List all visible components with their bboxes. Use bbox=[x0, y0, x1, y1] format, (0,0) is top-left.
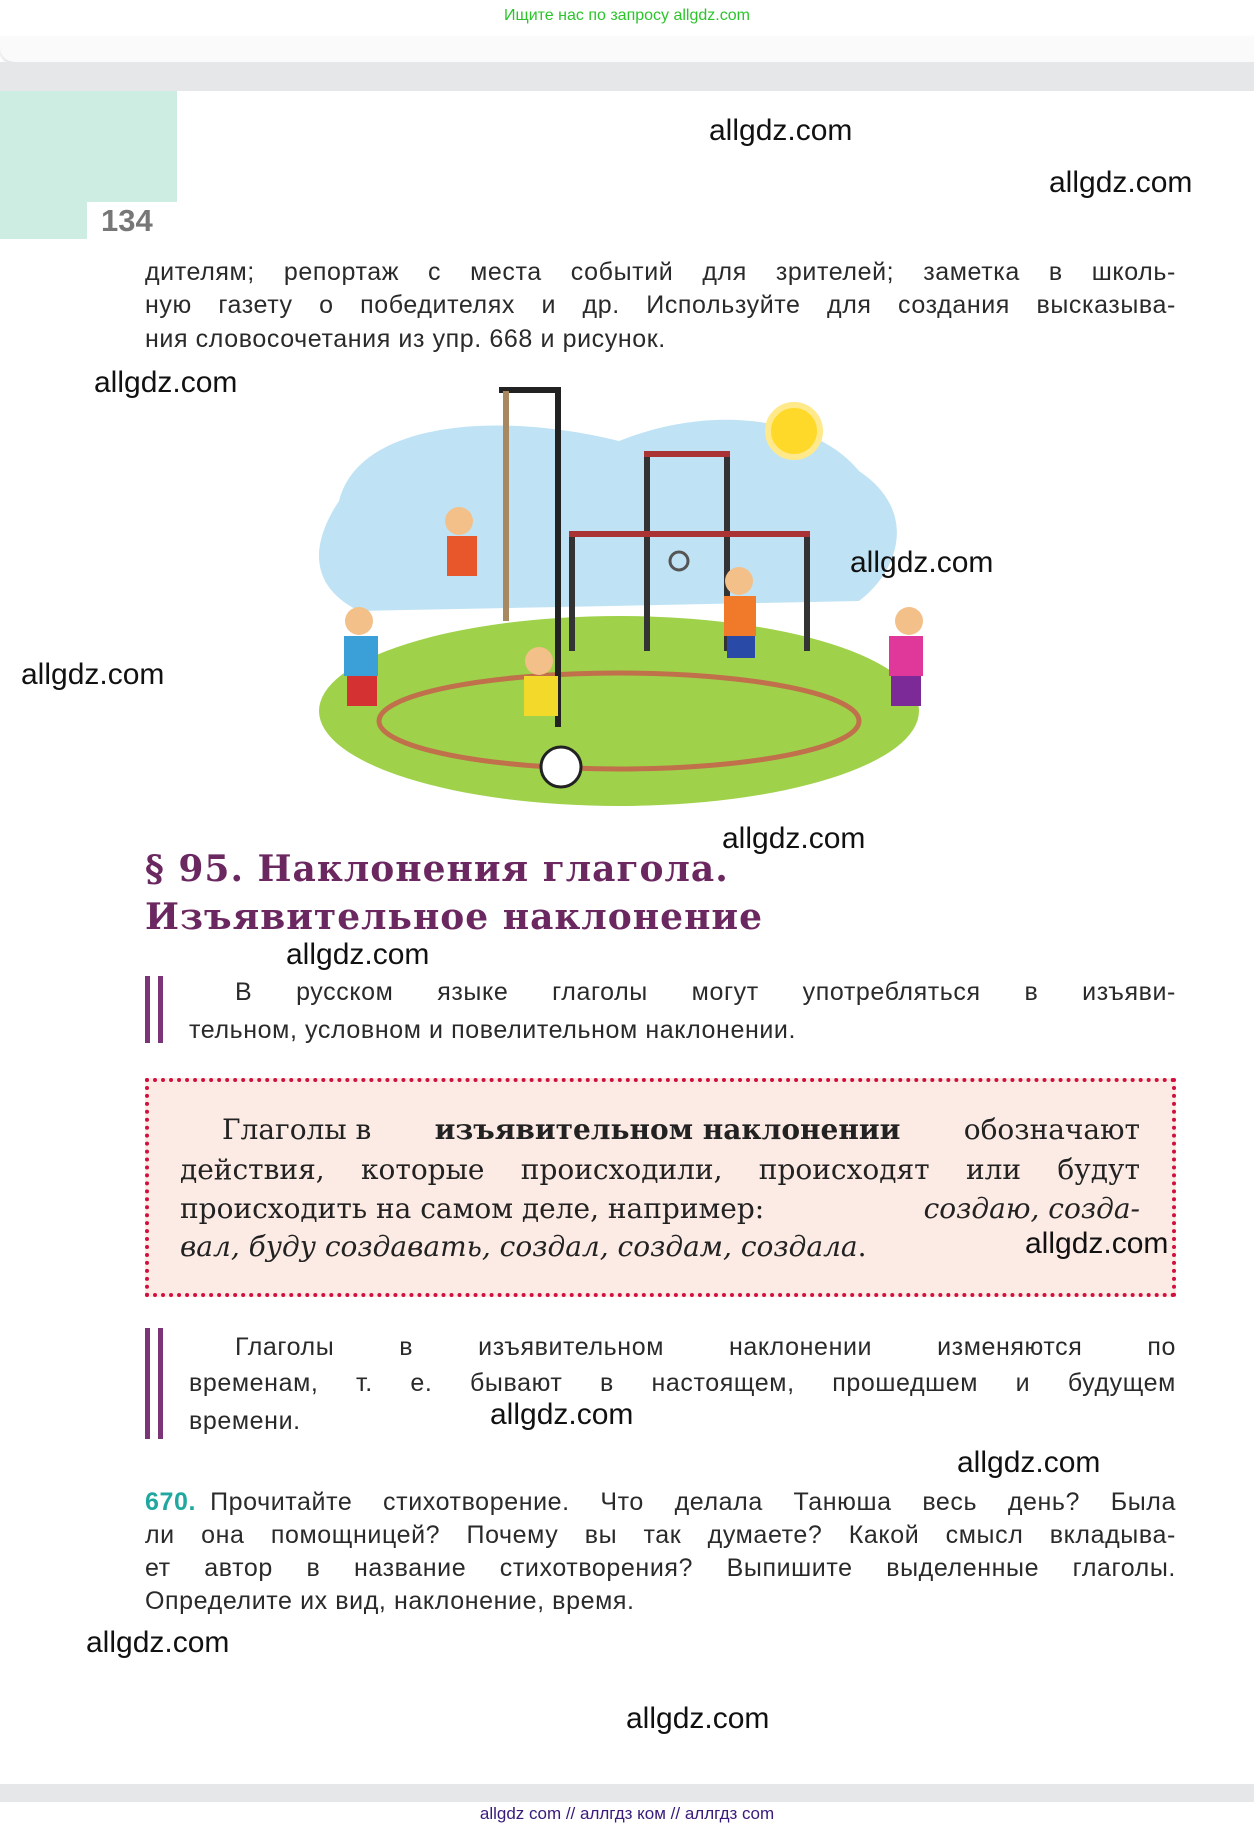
intro-line: ную газету о победителях и др. Используйте для создания высказыва- bbox=[145, 291, 1176, 319]
exercise-text: Прочитайте стихотворение. Что делала Танюша весь день? Была bbox=[210, 1488, 1176, 1516]
watermark: allgdz.com bbox=[86, 1626, 230, 1659]
separator bbox=[0, 1784, 1254, 1802]
note-line: В русском языке глаголы могут употребляться в изъяви- bbox=[235, 978, 1176, 1006]
exercise-line: ли она помощницей? Почему вы так думаете? Какой смысл вкладыва- bbox=[145, 1521, 1176, 1549]
watermark: allgdz.com bbox=[850, 546, 994, 579]
note-line: времени. bbox=[189, 1407, 301, 1435]
rule-text: Глаголы в bbox=[222, 1113, 372, 1146]
rule-text: происходить на самом деле, например: bbox=[180, 1192, 765, 1225]
watermark: allgdz.com bbox=[957, 1446, 1101, 1479]
exercise-line: Определите их вид, наклонение, время. bbox=[145, 1587, 635, 1615]
note-marker bbox=[145, 1328, 163, 1439]
exercise-number: 670. bbox=[145, 1488, 197, 1516]
rule-text: . bbox=[857, 1230, 867, 1263]
watermark: allgdz.com bbox=[626, 1702, 770, 1735]
rule-example: вал, буду создавать, создал, создам, создала bbox=[180, 1230, 858, 1263]
watermark: allgdz.com bbox=[722, 822, 866, 855]
exercise-line: ет автор в название стихотворения? Выпишите выделенные глаголы. bbox=[145, 1554, 1176, 1582]
rule-line bbox=[180, 1192, 1140, 1225]
watermark: allgdz.com bbox=[1025, 1227, 1169, 1260]
top-banner[interactable]: Ищите нас по запросу allgdz.com bbox=[0, 0, 1254, 40]
footer-text[interactable]: allgdz com // аллгдз ком // аллгдз com bbox=[479, 1804, 775, 1823]
note-marker bbox=[145, 976, 163, 1043]
intro-line: дителям; репортаж с места событий для зрителей; заметка в школь- bbox=[145, 258, 1176, 286]
note-line: Глаголы в изъявительном наклонении изменяются по bbox=[235, 1333, 1176, 1361]
playground-illustration bbox=[299, 381, 973, 821]
section-subheading: Изъявительное наклонение bbox=[145, 896, 764, 938]
intro-line: ния словосочетания из упр. 668 и рисунок. bbox=[145, 325, 666, 353]
rule-line bbox=[180, 1230, 1140, 1263]
watermark: allgdz.com bbox=[286, 938, 430, 971]
watermark: allgdz.com bbox=[1049, 166, 1193, 199]
rule-line bbox=[222, 1113, 1140, 1146]
rule-box bbox=[145, 1078, 1176, 1297]
rule-example: создаю, созда- bbox=[923, 1192, 1140, 1225]
watermark: allgdz.com bbox=[490, 1398, 634, 1431]
section-heading: § 95. Наклонения глагола. bbox=[145, 848, 729, 890]
header-card bbox=[0, 36, 1254, 62]
page-number: 134 bbox=[87, 202, 177, 239]
rule-text: обозначают bbox=[963, 1113, 1140, 1146]
rule-term: изъявительном наклонении bbox=[434, 1113, 901, 1146]
watermark: allgdz.com bbox=[709, 114, 853, 147]
note-line: временам, т. е. бывают в настоящем, прошедшем и будущем bbox=[189, 1369, 1176, 1397]
separator bbox=[0, 62, 1254, 92]
watermark: allgdz.com bbox=[21, 658, 165, 691]
watermark: allgdz.com bbox=[94, 366, 238, 399]
exercise-line bbox=[145, 1488, 1176, 1517]
note-line: тельном, условном и повелительном наклонении. bbox=[189, 1016, 797, 1044]
rule-line: действия, которые происходили, происходят или будут bbox=[180, 1153, 1140, 1186]
